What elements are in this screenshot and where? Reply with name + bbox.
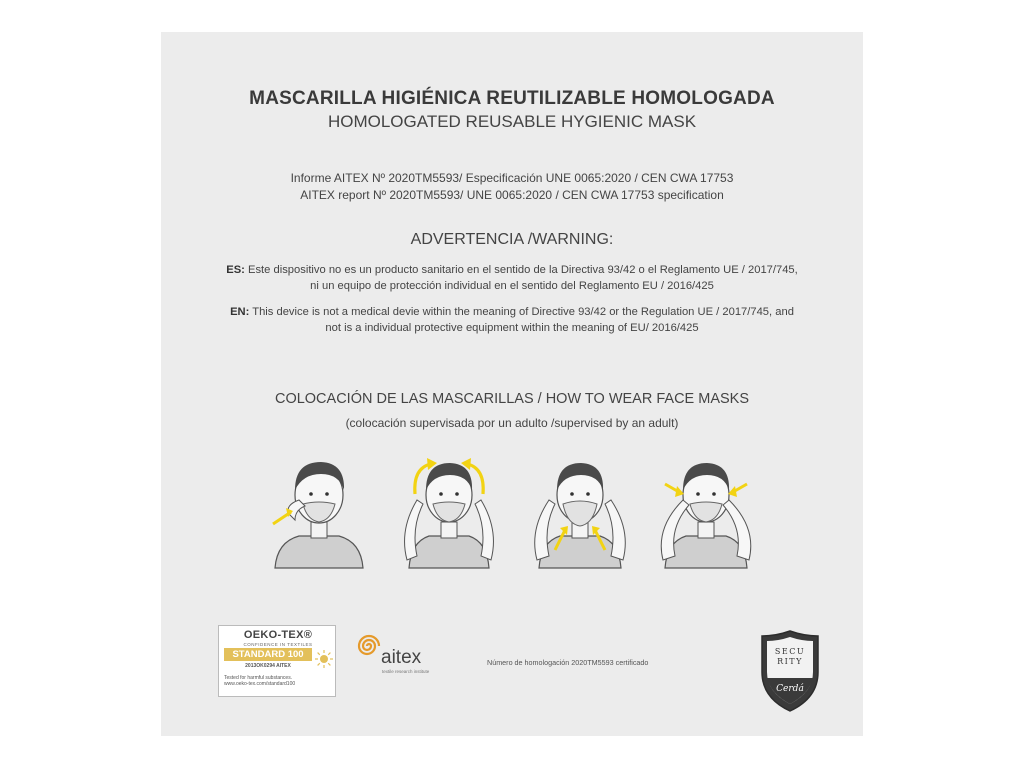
security-shield-text: SECU — [774, 647, 806, 656]
oeko-tex-tested — [224, 675, 332, 687]
step-4-illustration — [653, 450, 759, 570]
document-card — [161, 32, 863, 736]
reference-spanish: Informe AITEX Nº 2020TM5593/ Especificación UNE 0065:2020 / CEN CWA 17753 — [290, 171, 734, 185]
oeko-tex-url: www.oeko-tex.com/standard100 — [224, 681, 296, 687]
oeko-tex-code: 2013OK0294 AITEX — [245, 663, 291, 669]
warning-es-line1: Este dispositivo no es un producto sanitario en el sentido de la Directiva 93/42 o el Reglamento UE / 2017/745, — [244, 264, 798, 276]
aitex-subtitle: textile research institute — [382, 669, 430, 674]
step-3-illustration — [525, 450, 635, 570]
title-spanish: MASCARILLA HIGIÉNICA REUTILIZABLE HOMOLOGADA — [249, 88, 775, 109]
oeko-tex-title: OEKO-TEX® — [243, 629, 313, 641]
oeko-tex-sun-icon — [314, 649, 334, 669]
warning-en-prefix: EN: — [230, 306, 250, 318]
aitex-name: aitex — [381, 647, 422, 668]
oeko-tex-subtitle: CONFIDENCE IN TEXTILES — [243, 642, 313, 647]
oeko-tex-standard: STANDARD 100 — [224, 648, 312, 661]
aitex-spiral-icon — [356, 631, 382, 661]
security-shield-brand: Cerdá — [776, 684, 804, 694]
warning-es-prefix: ES: — [226, 264, 245, 276]
warning-spanish — [191, 262, 833, 294]
mask-instructions-illustrations — [269, 450, 759, 570]
reference-english: AITEX report Nº 2020TM5593/ UNE 0065:2020 / CEN CWA 17753 specification — [300, 188, 724, 202]
warning-es-line2: ni un equipo de protección individual en el sentido del Reglamento EU / 2016/425 — [310, 280, 714, 292]
oeko-tex-tested-text: Tested for harmful substances. — [224, 675, 293, 681]
aitex-logo — [356, 629, 456, 679]
warning-heading: ADVERTENCIA /WARNING: — [410, 231, 614, 248]
security-shield-text-line2: RITY — [777, 657, 803, 666]
security-shield-logo — [759, 628, 821, 714]
instructions-heading: COLOCACIÓN DE LAS MASCARILLAS / HOW TO WEAR FACE MASKS — [274, 391, 750, 407]
title-english: HOMOLOGATED REUSABLE HYGIENIC MASK — [327, 112, 697, 131]
homologation-number: Número de homologación 2020TM5593 certificado — [487, 658, 649, 667]
instructions-note: (colocación supervisada por un adulto /supervised by an adult) — [345, 416, 679, 430]
warning-en-line2: not is a individual protective equipment within the meaning of EU/ 2016/425 — [325, 322, 699, 334]
warning-english — [191, 304, 833, 336]
oeko-tex-label — [218, 625, 336, 697]
step-2-illustration — [389, 450, 509, 570]
step-1-illustration — [269, 450, 369, 570]
warning-en-line1: This device is not a medical devie within the meaning of Directive 93/42 or the Regulation UE / 2017/745, and — [249, 306, 794, 318]
